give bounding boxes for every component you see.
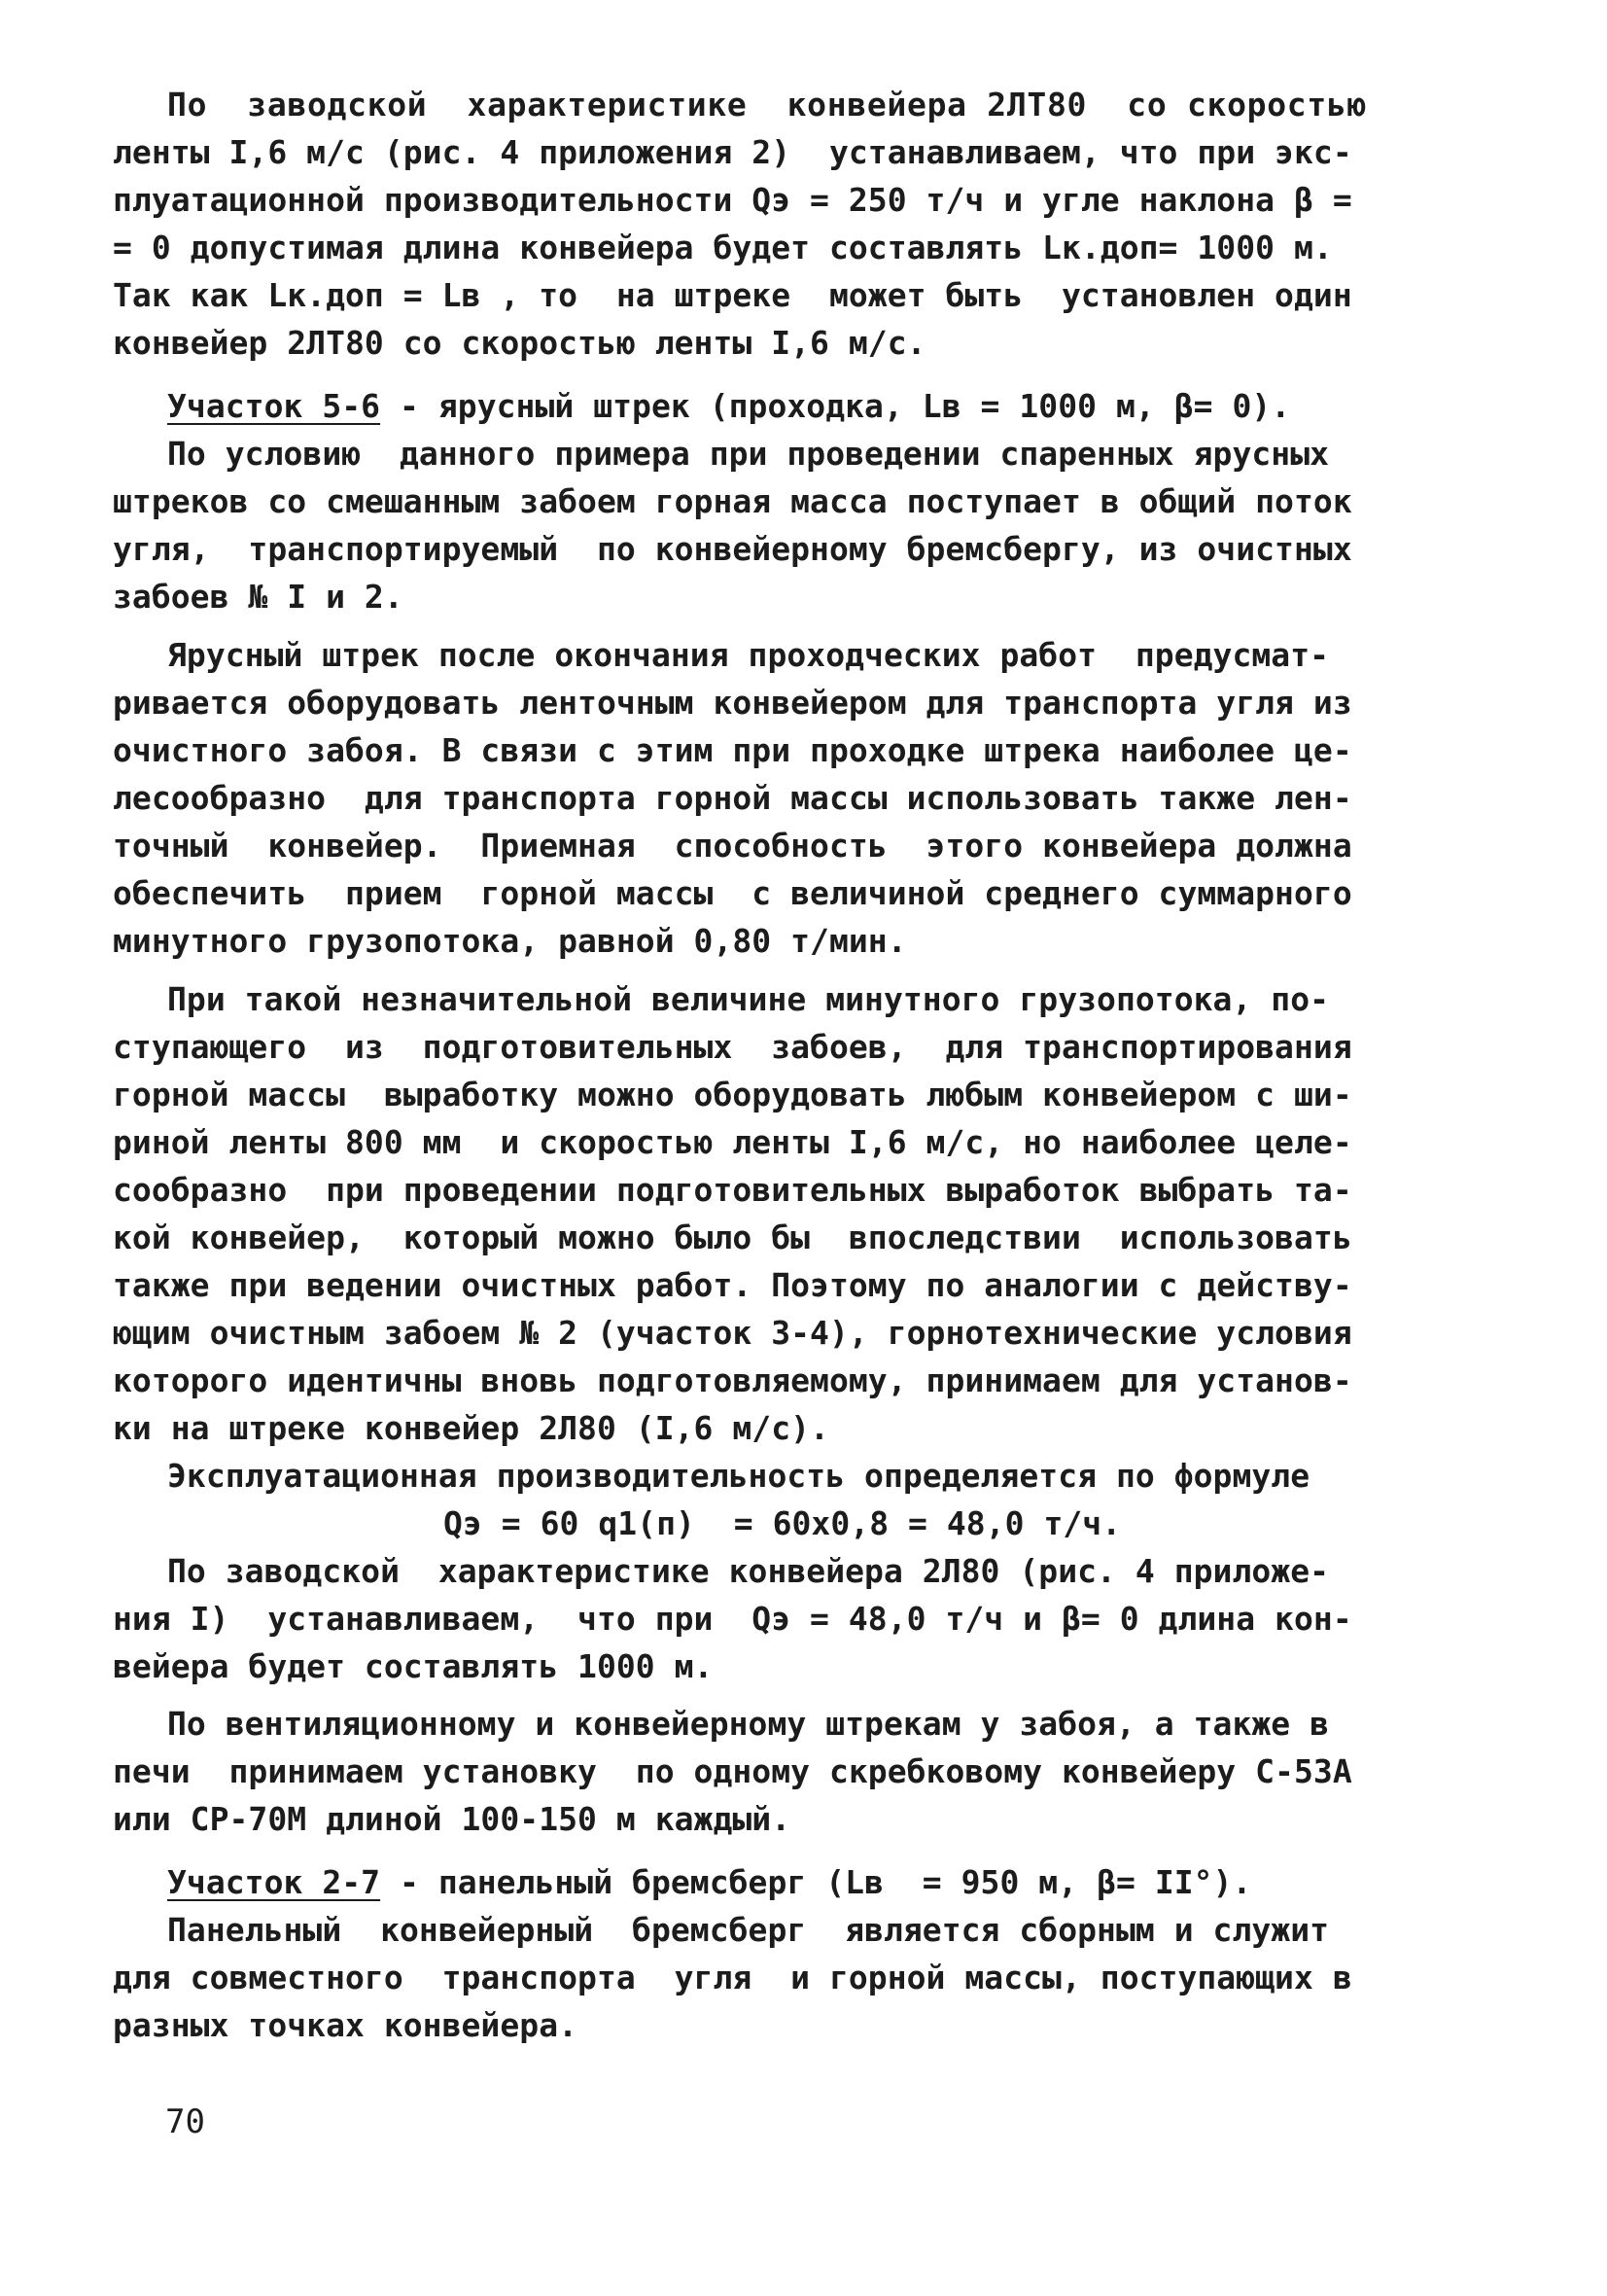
- text-line: ки на штреке конвейер 2Л80 (I,6 м/с).: [113, 1409, 829, 1447]
- text-line: По условию данного примера при проведении спаренных ярусных: [167, 435, 1330, 473]
- text-line: или СР-70М длиной 100-150 м каждый.: [113, 1800, 791, 1838]
- section-label: Участок 2-7: [167, 1863, 381, 1901]
- text-line: риной ленты 800 мм и скоростью ленты I,6 м/с, но наиболее целе-: [113, 1123, 1352, 1161]
- text-line: угля, транспортируемый по конвейерному бремсбергу, из очистных: [113, 530, 1352, 568]
- text-line: вейера будет составлять 1000 м.: [113, 1647, 714, 1685]
- section-text: - панельный бремсберг (Lв = 950 м, β= II°).: [380, 1863, 1252, 1901]
- formula-line: Qэ = 60 q1(п) = 60х0,8 = 48,0 т/ч.: [443, 1504, 1122, 1542]
- text-line: сообразно при проведении подготовительных выработок выбрать та-: [113, 1171, 1352, 1209]
- text-line: для совместного транспорта угля и горной массы, поступающих в: [113, 1959, 1352, 1996]
- text-line: обеспечить прием горной массы с величиной среднего суммарного: [113, 874, 1352, 912]
- text-line: плуатационной производительности Qэ = 250 т/ч и угле наклона β =: [113, 181, 1352, 219]
- text-line: также при ведении очистных работ. Поэтому по аналогии с действу-: [113, 1266, 1352, 1304]
- text-line: ющим очистным забоем № 2 (участок 3-4), горнотехнические условия: [113, 1314, 1352, 1352]
- text-line: штреков со смешанным забоем горная масса поступает в общий поток: [113, 482, 1352, 520]
- text-line: кой конвейер, который можно было бы впоследствии использовать: [113, 1219, 1352, 1256]
- section-line: [167, 387, 1431, 426]
- text-line: печи принимаем установку по одному скребковому конвейеру С-53А: [113, 1752, 1352, 1790]
- text-line: конвейер 2ЛТ80 со скоростью ленты I,6 м/с.: [113, 324, 926, 362]
- text-line: ступающего из подготовительных забоев, для транспортирования: [113, 1028, 1352, 1066]
- text-line: Ярусный штрек после окончания проходческих работ предусмат-: [167, 636, 1330, 674]
- text-line: ния I) устанавливаем, что при Qэ = 48,0 т/ч и β= 0 длина кон-: [113, 1600, 1352, 1638]
- text-line: разных точках конвейера.: [113, 2006, 578, 2044]
- text-line: которого идентичны вновь подготовляемому, принимаем для установ-: [113, 1361, 1352, 1399]
- text-line: При такой незначительной величине минутного грузопотока, по-: [167, 980, 1330, 1018]
- text-line: забоев № I и 2.: [113, 578, 403, 616]
- text-line: точный конвейер. Приемная способность этого конвейера должна: [113, 827, 1352, 865]
- section-text: - ярусный штрек (проходка, Lв = 1000 м, β= 0).: [380, 387, 1291, 425]
- text-line: лесообразно для транспорта горной массы использовать также лен-: [113, 779, 1352, 817]
- section-label: Участок 5-6: [167, 387, 381, 425]
- section-line: [167, 1863, 1431, 1902]
- text-line: Эксплуатационная производительность определяется по формуле: [167, 1457, 1310, 1495]
- page-number: 70: [165, 2102, 205, 2141]
- text-line: ленты I,6 м/с (рис. 4 приложения 2) устанавливаем, что при экс-: [113, 133, 1352, 171]
- text-line: По заводской характеристике конвейера 2ЛТ80 со скоростью: [167, 86, 1368, 124]
- text-line: ривается оборудовать ленточным конвейером для транспорта угля из: [113, 684, 1352, 722]
- text-line: По вентиляционному и конвейерному штрекам у забоя, а также в: [167, 1705, 1330, 1743]
- text-line: Панельный конвейерный бремсберг является сборным и служит: [167, 1911, 1330, 1949]
- text-line: Так как Lк.доп = Lв , то на штреке может быть установлен один: [113, 276, 1352, 314]
- text-line: = 0 допустимая длина конвейера будет составлять Lк.доп= 1000 м.: [113, 229, 1333, 266]
- text-line: очистного забоя. В связи с этим при проходке штрека наиболее це-: [113, 731, 1352, 769]
- text-line: По заводской характеристике конвейера 2Л80 (рис. 4 приложе-: [167, 1552, 1330, 1590]
- text-line: горной массы выработку можно оборудовать любым конвейером с ши-: [113, 1076, 1352, 1113]
- text-line: минутного грузопотока, равной 0,80 т/мин.: [113, 922, 907, 960]
